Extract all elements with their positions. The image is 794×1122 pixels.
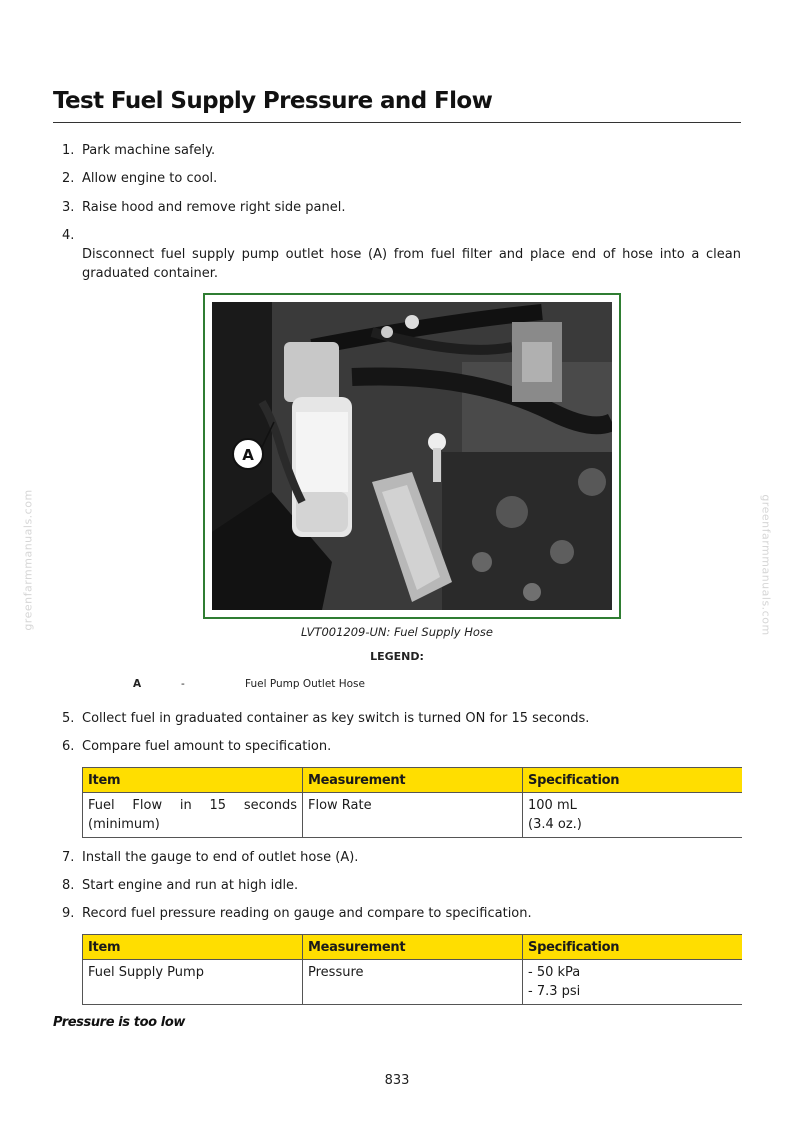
step-2: 2. Allow engine to cool. [62, 171, 218, 186]
header-specification: Specification [523, 768, 743, 793]
legend-dash: - [181, 678, 185, 690]
title-divider [53, 122, 741, 123]
header-item: Item [83, 768, 303, 793]
legend-title: LEGEND: [370, 650, 424, 663]
table-row [83, 793, 743, 838]
fuel-flow-spec-table [82, 767, 742, 838]
table-row [83, 960, 743, 1005]
step-6: 6. Compare fuel amount to specification. [62, 739, 332, 754]
step-3: 3. Raise hood and remove right side panel. [62, 200, 346, 215]
cell-measurement: Pressure [303, 960, 523, 1005]
cell-item: Fuel Supply Pump [83, 960, 303, 1005]
cell-measurement: Flow Rate [303, 793, 523, 838]
figure-caption: LVT001209-UN: Fuel Supply Hose [300, 625, 494, 639]
header-measurement: Measurement [303, 935, 523, 960]
page-title: Test Fuel Supply Pressure and Flow [53, 88, 493, 114]
fuel-pressure-spec-table [82, 934, 742, 1005]
header-measurement: Measurement [303, 768, 523, 793]
engine-photo [212, 302, 612, 610]
watermark-right: greenfarmmanuals.com [759, 494, 773, 636]
step-5: 5. Collect fuel in graduated container as key switch is turned ON for 15 seconds. [62, 711, 590, 726]
table-header-row [83, 768, 743, 793]
header-item: Item [83, 935, 303, 960]
legend-key: A [133, 678, 142, 690]
watermark-left: greenfarmmanuals.com [21, 489, 35, 631]
cell-specification: - 50 kPa - 7.3 psi [523, 960, 743, 1005]
cell-item: Fuel Flow in 15 seconds (minimum) [83, 793, 303, 838]
table-header-row [83, 935, 743, 960]
step-4-number: 4. [62, 228, 75, 243]
header-specification: Specification [523, 935, 743, 960]
callout-a-label: A [242, 446, 254, 464]
cell-specification: 100 mL (3.4 oz.) [523, 793, 743, 838]
legend-description: Fuel Pump Outlet Hose [245, 678, 365, 690]
step-1: 1. Park machine safely. [62, 143, 216, 158]
subheading-pressure-low: Pressure is too low [53, 1015, 185, 1030]
step-8: 8. Start engine and run at high idle. [62, 878, 299, 893]
step-9: 9. Record fuel pressure reading on gauge and compare to specification. [62, 906, 532, 921]
step-4-text: Disconnect fuel supply pump outlet hose (A) from fuel filter and place end of hose into a clean graduated container. [82, 247, 741, 281]
page-number: 833 [384, 1073, 410, 1088]
fuel-supply-hose-figure [203, 293, 621, 619]
step-7: 7. Install the gauge to end of outlet hose (A). [62, 850, 359, 865]
